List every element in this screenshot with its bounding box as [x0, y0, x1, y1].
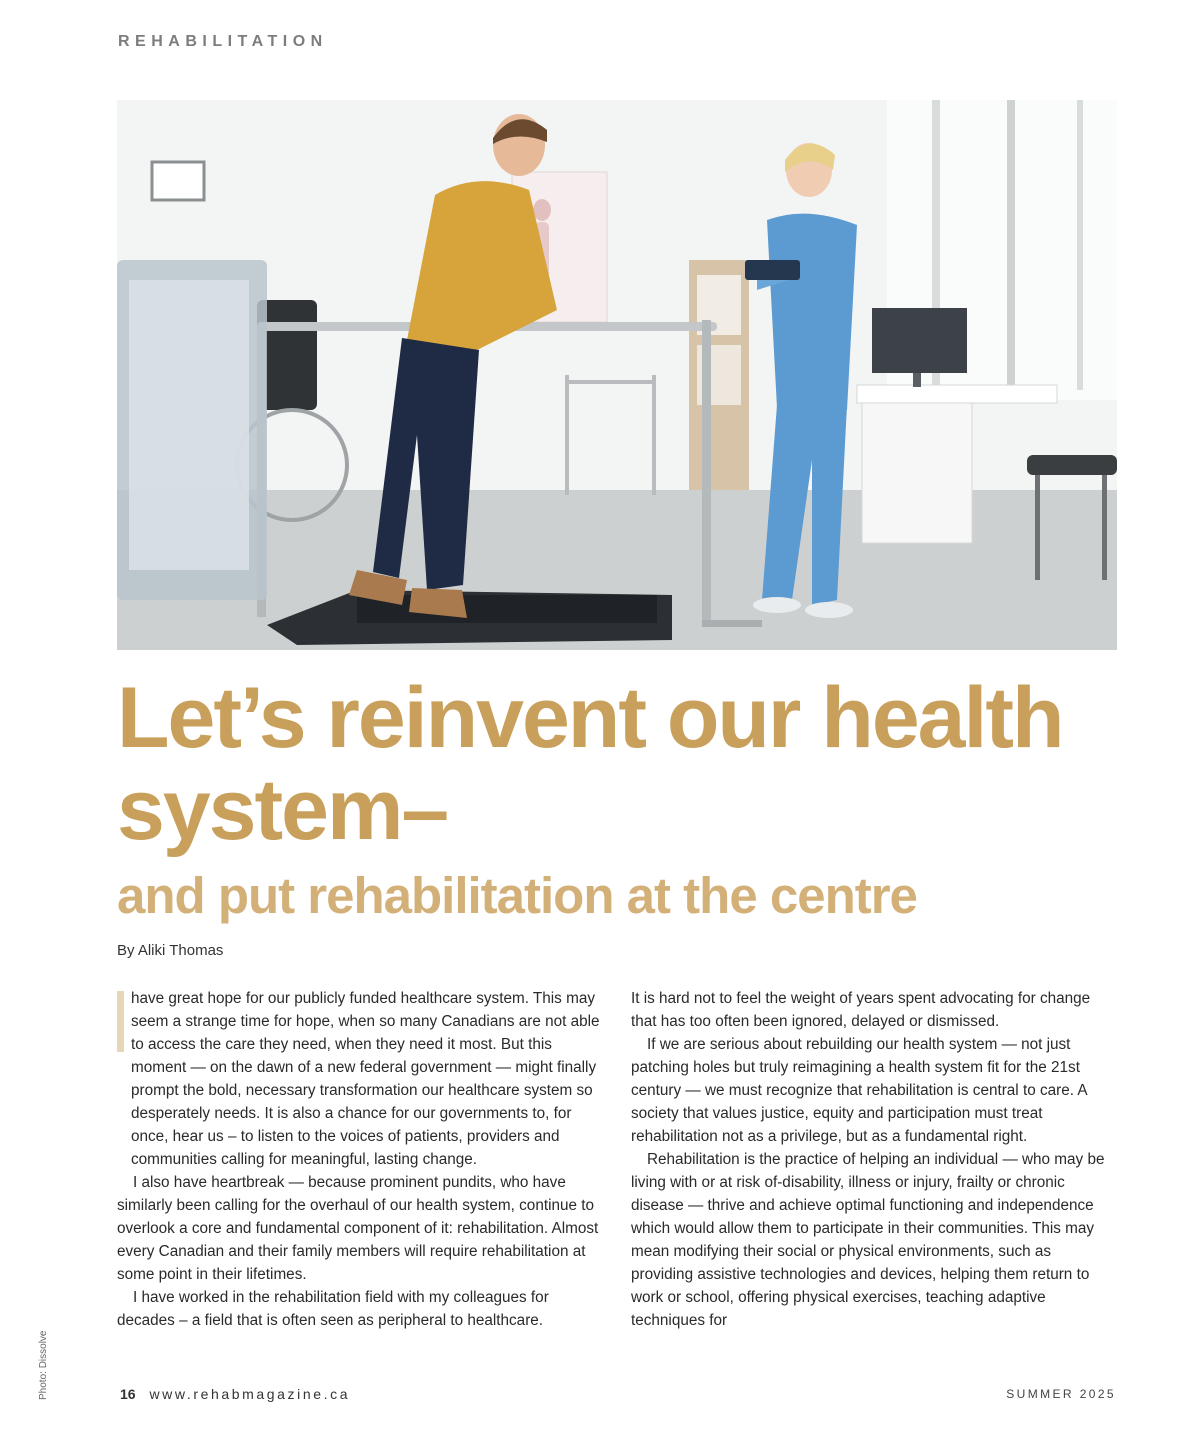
section-label: REHABILITATION: [118, 33, 328, 50]
body-paragraph: If we are serious about rebuilding our health system — not just patching holes but truly reimagining a health system fit for the 21st century — we must recognize that rehabilitation is central to care. A society that values justice, equity and participation must treat rehabilitation not as a privilege, but as a fundamental right.: [631, 1036, 1087, 1145]
magazine-url[interactable]: www.rehabmagazine.ca: [149, 1386, 351, 1402]
body-paragraph: I have worked in the rehabilitation field with my colleagues for decades – a field that is often seen as peripheral to healthcare.: [117, 1289, 549, 1329]
body-column-right: [631, 987, 1116, 1332]
body-paragraph: Rehabilitation is the practice of helping an individual — who may be living with or at risk of-disability, illness or injury, frailty or chronic disease — thrive and achieve optimal functioning and independence which would allow them to participate in their communities. This may mean modifying their social or physical environments, such as providing assistive technologies and devices, helping them return to work or school, offering physical exercises, teaching adaptive techniques for: [631, 1151, 1105, 1329]
article-photo: [117, 100, 1117, 650]
article-subheadline: and put rehabilitation at the centre: [117, 867, 917, 924]
rehab-clinic-illustration: [117, 100, 1117, 650]
byline: By Aliki Thomas: [117, 942, 224, 959]
body-column-left: [117, 987, 607, 1332]
page-number: 16: [120, 1386, 136, 1402]
page-folio: [120, 1386, 350, 1402]
body-paragraph: have great hope for our publicly funded healthcare system. This may seem a strange time for hope, when so many Canadians are not able to access the care they need, when they need it most. But this moment — on the dawn of a new federal government — might finally prompt the bold, necessary transformation our healthcare system so desperately needs. It is also a chance for our governments to, for once, hear us – to listen to the voices of patients, providers and communities calling for meaningful, lasting change.: [117, 987, 607, 1171]
issue-label: SUMMER 2025: [1006, 1387, 1116, 1401]
article-headline: Let’s reinvent our health system–: [117, 670, 1063, 858]
body-paragraph: I also have heartbreak — because prominent pundits, who have similarly been calling for the overhaul of our health system, continue to overlook a core and fundamental component of it: rehabilitation. Almost every Canadian and their family members will require rehabilitation at some point in their lifetimes.: [117, 1174, 599, 1283]
body-paragraph: It is hard not to feel the weight of years spent advocating for change that has too often been ignored, delayed or dismissed.: [631, 990, 1091, 1030]
photo-credit: Photo: Dissolve: [38, 1330, 49, 1400]
